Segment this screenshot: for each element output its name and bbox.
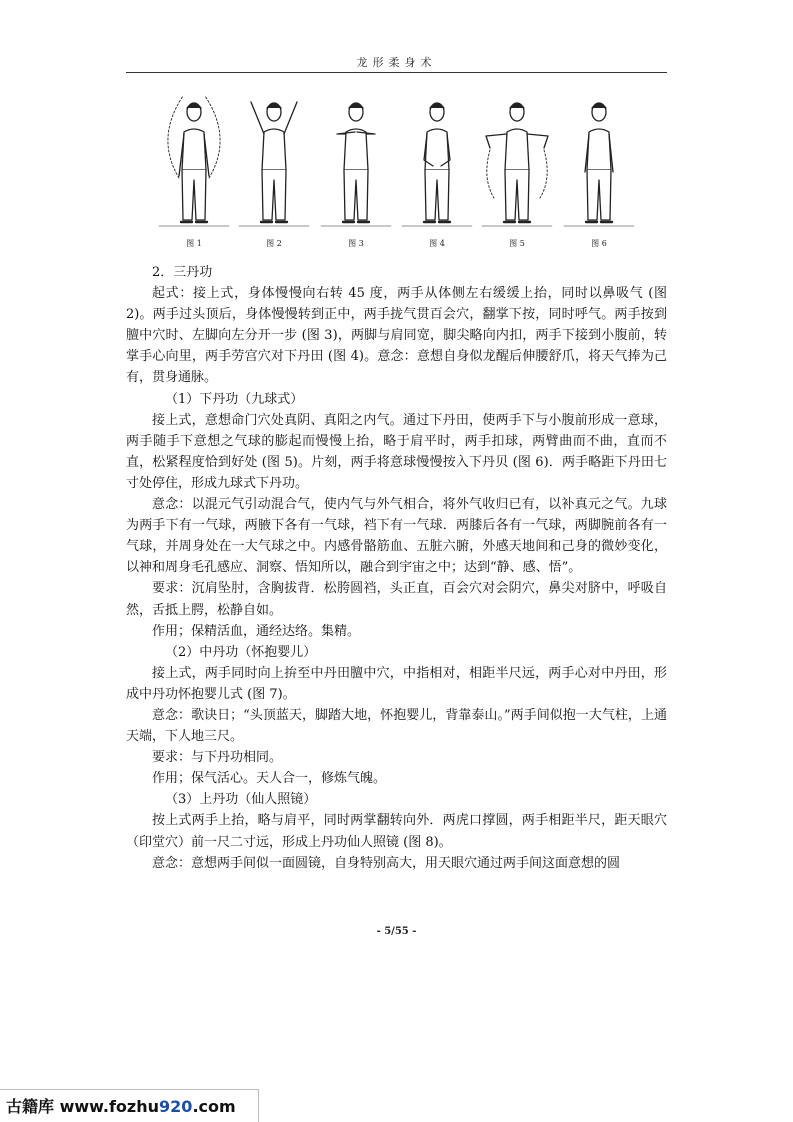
figure-caption: 图 2 [266,239,282,248]
paragraph-middle-dantian: 接上式，两手同时向上拚至中丹田膻中穴，中指相对，相距半尺远，两手心对中丹田，形成中丹功怀抱婴儿式 (图 7)。 [126,665,667,702]
paragraph-upper-dantian: 按上式两手上抬，略与肩平，同时两掌翻转向外．两虎口撑圆，两手相距半尺，距天眼穴（印堂穴）前一尺二寸远，形成上丹功仙人照镜 (图 8)。 [126,813,667,850]
body-text [126,262,667,874]
watermark-suffix: .com [192,1097,236,1116]
page-header-title: 龙形柔身术 [356,56,437,69]
header-divider [126,72,667,73]
posture-illustration [157,88,231,238]
paragraph-yinian-2: 意念：歌诀日；“头顶蓝天，脚踏大地，怀抱婴儿，背靠泰山。”两手间似抱一大气柱，上通天端，下人地三尺。 [126,707,667,745]
watermark-divider [258,1089,259,1122]
posture-illustration [319,88,393,238]
watermark-prefix: 古籍库 www.fozhu [6,1097,160,1116]
posture-illustration [237,88,311,238]
section-title: 2．三丹功 [152,265,213,280]
figure-caption: 图 6 [591,239,607,248]
figure-caption: 图 1 [186,239,202,248]
paragraph-yaoqiu-1: 要求：沉肩坠肘，含胸拔背．松胯圆裆，头正直，百会穴对会阴穴，鼻尖对脐中，呼吸自然，舌抵上腭，松静自如。 [126,581,667,618]
posture-illustration [480,88,554,238]
paragraph-lower-dantian: 接上式，意想命门穴处真阴、真阳之内气。通过下丹田，使两手下与小腹前形成一意球，两手随手下意想之气球的膨起而慢慢上抬，略于肩平时，两手扣球，两臂曲而不曲，直而不直，松紧程度恰到好处 (图 5)。片刻，两手将意球慢慢按入下丹贝 (图 6)．两手略距下丹田七寸处停住，形成九球式下丹功。 [126,412,667,491]
watermark-rule [0,1089,258,1090]
paragraph-qishi: 起式：接上式，身体慢慢向右转 45 度，两手从体侧左右缓缓上抬，同时以鼻吸气 (图2)。两手过头顶后，身体慢慢转到正中，两手拢气贯百会穴，翻掌下按，同时呼气。两手按到膻中穴时、左脚向左分开一步 (图 3)，两脚与肩同宽，脚尖略向内扣，两手下接到小腹前，转掌手心向里，两手劳宫穴对下丹田 (图 4)。意念：意想自身似龙醒后伸腰舒爪，将天气捧为己有，贯身通脉。 [126,286,667,386]
posture-figure [562,88,636,256]
posture-figure [319,88,393,256]
subsection-title-middle-dantian: （2）中丹功（怀抱婴儿） [165,644,317,660]
posture-illustration [562,88,636,238]
subsection-title-lower-dantian: （1）下丹功（九球式） [165,391,304,407]
paragraph-yinian-1: 意念：以混元气引动混合气，使内气与外气相合，将外气收归已有，以补真元之气。九球为两手下有一气球，两腋下各有一气球，裆下有一气球．两膝后各有一气球，两脚腕前各有一气球，并周身处在一大气球之中。内感骨骼筋血、五脏六腑，外感天地间和己身的微妙变化，以神和周身毛孔感应、洞察、悟知所以，融合到宇宙之中；达到“静、感、悟”。 [126,497,667,576]
paragraph-yaoqiu-2: 要求：与下丹功相同。 [152,750,283,766]
posture-figure [157,88,231,256]
posture-figure [400,88,474,256]
posture-illustration [400,88,474,238]
paragraph-yinian-3: 意念：意想两手间似一面圆镜，自身特别高大，用天眼穴通过两手间这面意想的圆 [152,855,621,871]
site-watermark[interactable] [6,1094,236,1117]
posture-figure [237,88,311,256]
figure-strip [157,88,634,256]
paragraph-zuoyong-2: 作用；保气活心。天人合一，修炼气魄。 [152,771,387,787]
watermark-highlight: 920 [159,1097,193,1116]
figure-caption: 图 3 [348,239,364,248]
posture-figure [480,88,554,256]
page-number: - 5/55 - [376,926,417,937]
subsection-title-upper-dantian: （3）上丹功（仙人照镜） [165,792,317,808]
paragraph-zuoyong-1: 作用；保精活血，通经达络。集精。 [152,623,361,639]
figure-caption: 图 5 [509,239,525,248]
figure-caption: 图 4 [429,239,445,248]
